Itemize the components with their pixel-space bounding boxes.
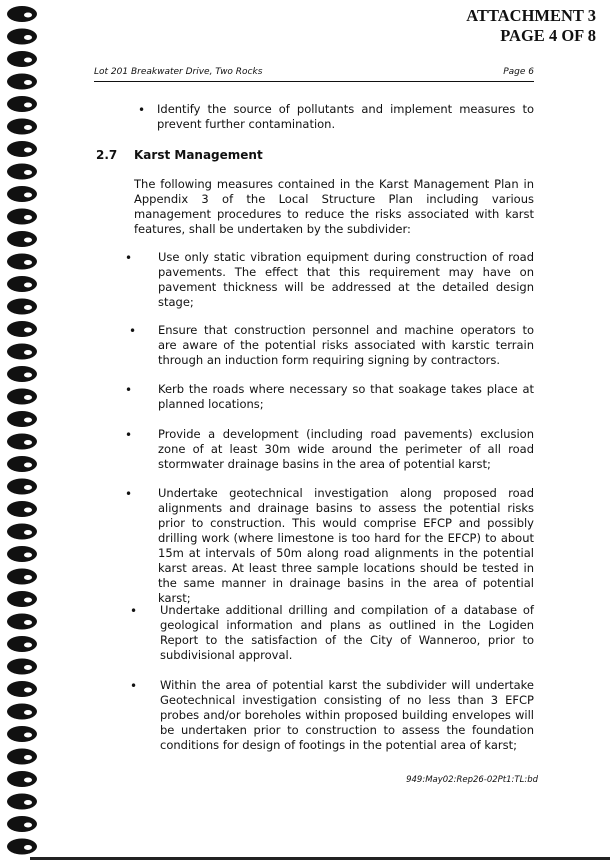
binding-hole	[24, 800, 32, 805]
attachment-header	[466, 6, 596, 46]
binding-ring	[7, 434, 37, 450]
binding-hole	[24, 283, 32, 288]
binding-hole	[24, 823, 32, 828]
bullet-item-1: Use only static vibration equipment during construction of road pavements. The effect that this requirement may have on pavement thickness will be addressed at the detailed design stage;	[158, 250, 534, 309]
binding-ring	[7, 209, 37, 225]
binding-ring	[7, 636, 37, 652]
binding-ring	[7, 569, 37, 585]
binding-ring	[7, 704, 37, 720]
binding-hole	[24, 238, 32, 243]
binding-hole	[24, 373, 32, 378]
section-intro: The following measures contained in the Karst Management Plan in Appendix 3 of the Local Structure Plan including various management procedures to reduce the risks associated with karst features, shall be undertaken by the subdivider:	[134, 177, 534, 236]
binding-ring	[7, 726, 37, 742]
intro-bullet-text: Identify the source of pollutants and implement measures to prevent further contamination.	[157, 102, 534, 131]
binding-hole	[24, 463, 32, 468]
page-bottom-edge	[30, 857, 610, 860]
binding-ring	[7, 164, 37, 180]
binding-hole	[24, 778, 32, 783]
binding-ring	[7, 816, 37, 832]
binding-hole	[24, 13, 32, 18]
binding-ring	[7, 479, 37, 495]
binding-hole	[24, 260, 32, 265]
bullet-icon: •	[130, 604, 138, 618]
binding-hole	[24, 103, 32, 108]
binding-ring	[7, 524, 37, 540]
bullet-item-6: Undertake additional drilling and compilation of a database of geological information and plans as outlined in the Logiden Report to the satisfaction of the City of Wanneroo, prior to subdivisional approval.	[160, 603, 534, 662]
binding-hole	[24, 170, 32, 175]
binding-hole	[24, 665, 32, 670]
binding-ring	[7, 299, 37, 315]
binding-ring	[7, 231, 37, 247]
binding-ring	[7, 366, 37, 382]
binding-ring	[7, 591, 37, 607]
bullet-item-2: Ensure that construction personnel and machine operators to are aware of the potential risks associated with karstic terrain through an induction form requiring signing by contractors.	[158, 323, 534, 367]
binding-ring	[7, 119, 37, 135]
bullet-icon: •	[125, 487, 133, 501]
bullet-icon: •	[125, 428, 133, 442]
binding-hole	[24, 80, 32, 85]
binding-hole	[24, 620, 32, 625]
binding-hole	[24, 305, 32, 310]
binding-ring	[7, 141, 37, 157]
binding-ring	[7, 74, 37, 90]
binding-ring	[7, 794, 37, 810]
bullet-icon: •	[129, 324, 137, 338]
binding-ring	[7, 96, 37, 112]
binding-hole	[24, 193, 32, 198]
running-header	[94, 66, 534, 82]
binding-hole	[24, 125, 32, 130]
binding-ring	[7, 51, 37, 67]
binding-hole	[24, 530, 32, 535]
binding-ring	[7, 456, 37, 472]
binding-hole	[24, 688, 32, 693]
binding-hole	[24, 553, 32, 558]
bullet-icon: •	[125, 251, 133, 265]
binding-hole	[24, 755, 32, 760]
running-header-page: Page 6	[503, 67, 534, 77]
bullet-icon: •	[125, 383, 133, 397]
page-of-label: PAGE 4 OF 8	[500, 26, 596, 45]
bullet-item-7: Within the area of potential karst the subdivider will undertake Geotechnical investigation consisting of no less than 3 EFCP probes and/or boreholes within proposed building envelopes will be undertaken prior to construction to assess the foundation conditions for design of footings in the potential area of karst;	[160, 678, 534, 752]
binding-ring	[7, 681, 37, 697]
binding-hole	[24, 328, 32, 333]
binding-ring	[7, 29, 37, 45]
binding-hole	[24, 845, 32, 850]
binding-hole	[24, 440, 32, 445]
binding-ring	[7, 6, 37, 22]
binding-ring	[7, 276, 37, 292]
section-number: 2.7	[96, 148, 118, 162]
running-header-title: Lot 201 Breakwater Drive, Two Rocks	[94, 67, 263, 77]
binding-ring	[7, 186, 37, 202]
binding-hole	[24, 350, 32, 355]
spiral-binding	[0, 0, 42, 865]
binding-hole	[24, 58, 32, 63]
section-title: Karst Management	[134, 148, 263, 162]
binding-ring	[7, 389, 37, 405]
binding-ring	[7, 501, 37, 517]
binding-ring	[7, 254, 37, 270]
footer-reference: 949:May02:Rep26-02Pt1:TL:bd	[406, 775, 538, 785]
binding-ring	[7, 546, 37, 562]
binding-ring	[7, 659, 37, 675]
binding-ring	[7, 411, 37, 427]
binding-ring	[7, 749, 37, 765]
binding-hole	[24, 733, 32, 738]
binding-hole	[24, 508, 32, 513]
binding-hole	[24, 575, 32, 580]
binding-hole	[24, 215, 32, 220]
bullet-item-5: Undertake geotechnical investigation along proposed road alignments and drainage basins to assess the potential risks prior to construction. This would comprise EFCP and possibly drilling work (where limestone is too hard for the EFCP) to about 15m at intervals of 50m along road alignments in the potential karst areas. At least three sample locations should be tested in the same manner in drainage basins in the area of potential karst;	[158, 486, 534, 605]
binding-hole	[24, 148, 32, 153]
binding-hole	[24, 35, 32, 40]
binding-ring	[7, 614, 37, 630]
binding-ring	[7, 344, 37, 360]
binding-hole	[24, 418, 32, 423]
binding-hole	[24, 710, 32, 715]
binding-hole	[24, 598, 32, 603]
binding-ring	[7, 839, 37, 855]
bullet-icon: •	[130, 679, 138, 693]
bullet-item-3: Kerb the roads where necessary so that soakage takes place at planned locations;	[158, 382, 534, 411]
bullet-icon: •	[138, 103, 146, 117]
binding-ring	[7, 771, 37, 787]
binding-ring	[7, 321, 37, 337]
bullet-item-4: Provide a development (including road pavements) exclusion zone of at least 30m wide around the perimeter of all road stormwater drainage basins in the area of potential karst;	[158, 427, 534, 471]
binding-hole	[24, 395, 32, 400]
binding-hole	[24, 643, 32, 648]
binding-hole	[24, 485, 32, 490]
attachment-label: ATTACHMENT 3	[466, 6, 596, 25]
